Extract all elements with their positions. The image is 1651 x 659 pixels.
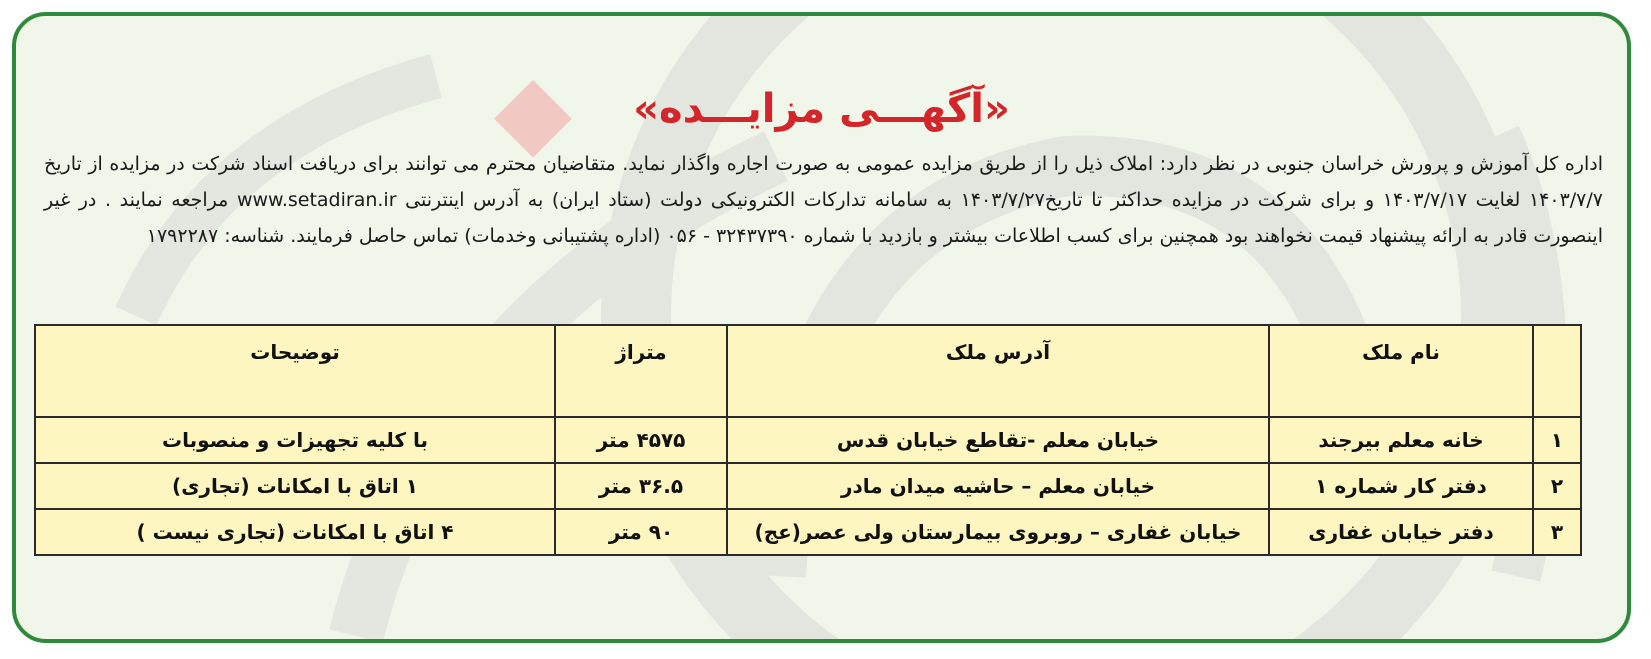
properties-table [34,324,1582,556]
row-address: خیابان معلم – حاشیه میدان مادر [727,463,1269,509]
row-description: ۴ اتاق با امکانات (تجاری نیست ) [35,509,555,555]
row-name: دفتر خیابان غفاری [1269,509,1533,555]
row-area: ۳۶.۵ متر [555,463,727,509]
header-description: توضیحات [35,325,555,417]
header-area: متراژ [555,325,727,417]
row-description: ۱ اتاق با امکانات (تجاری) [35,463,555,509]
table-row [35,417,1581,463]
row-area: ۹۰ متر [555,509,727,555]
row-number: ۲ [1533,463,1581,509]
row-name: دفتر کار شماره ۱ [1269,463,1533,509]
table-row [35,509,1581,555]
header-number [1533,325,1581,417]
row-address: خیابان معلم -تقاطع خیابان قدس [727,417,1269,463]
row-area: ۴۵۷۵ متر [555,417,727,463]
header-name: نام ملک [1269,325,1533,417]
table-header-row [35,325,1581,417]
row-number: ۳ [1533,509,1581,555]
row-address: خیابان غفاری – روبروی بیمارستان ولی عصر(عج) [727,509,1269,555]
notice-body: اداره کل آموزش و پرورش خراسان جنوبی در نظر دارد: املاک ذیل را از طریق مزایده عمومی به صورت اجاره واگذار نماید. متقاضیان محترم می توانند برای دریافت اسناد شرکت در مزایده از تاریخ ۱۴۰۳/۷/۷ لغایت ۱۴۰۳/۷/۱۷ و برای شرکت در مزایده حداکثر تا تاریخ۱۴۰۳/۷/۲۷ به سامانه تدارکات الکترونیکی دولت (ستاد ایران) به آدرس اینترنتی www.setadiran.ir مراجعه نمایند . در غیر اینصورت قادر به ارائه پیشنهاد قیمت نخواهند بود همچنین برای کسب اطلاعات بیشتر و بازدید با شماره ۳۲۴۳۷۳۹۰ - ۰۵۶ (اداره پشتیبانی وخدمات) تماس حاصل فرمایند. شناسه: ۱۷۹۲۲۸۷ [44,153,1603,247]
header-address: آدرس ملک [727,325,1269,417]
notice-title: «آگهـــی مزایـــده» [633,86,1010,132]
row-description: با کلیه تجهیزات و منصوبات [35,417,555,463]
row-name: خانه معلم بیرجند [1269,417,1533,463]
row-number: ۱ [1533,417,1581,463]
table-row [35,463,1581,509]
